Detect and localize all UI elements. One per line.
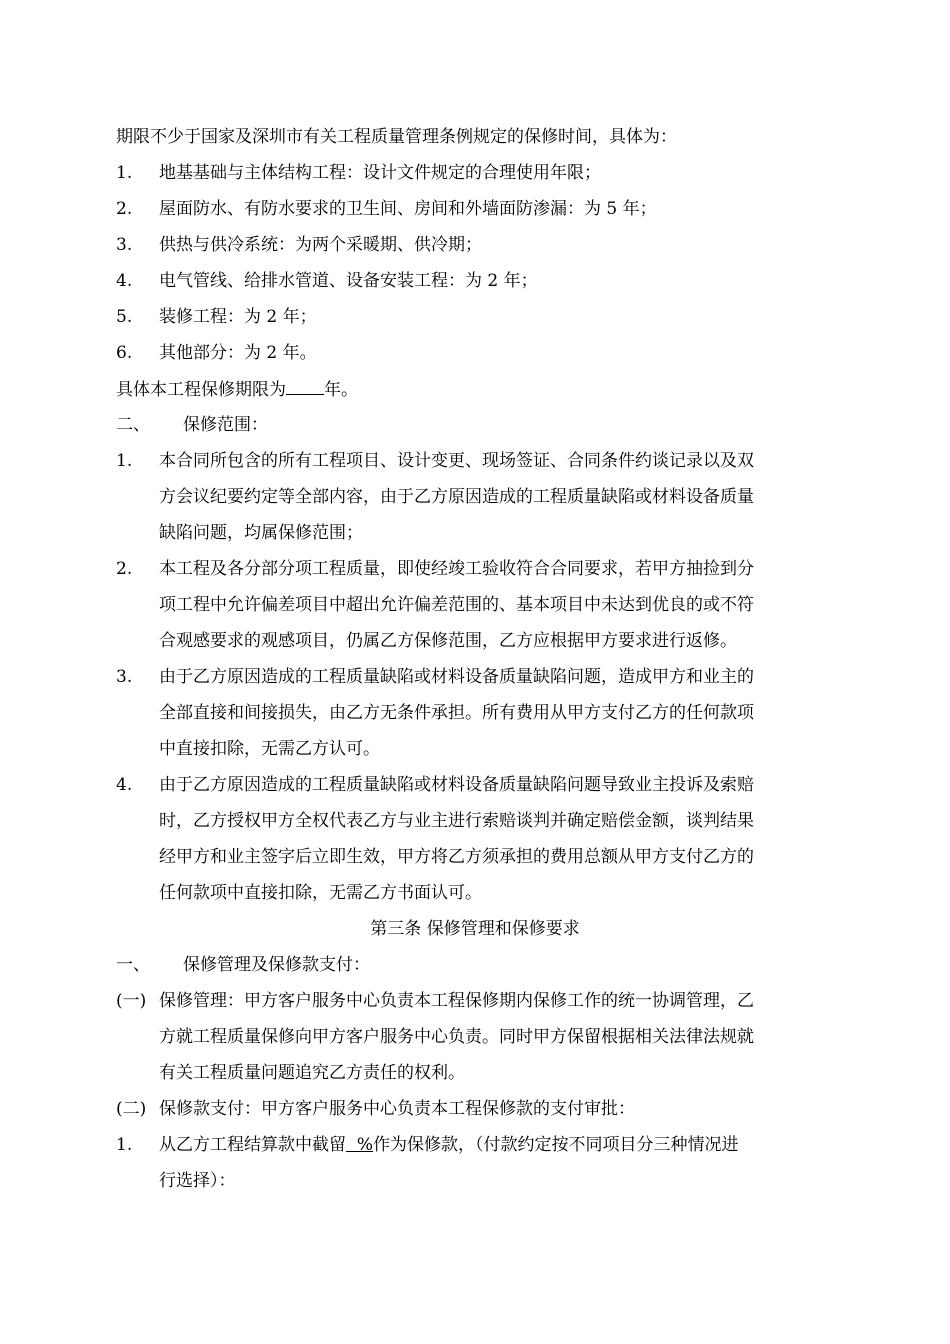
- list-item: 其他部分：为 2 年。: [159, 343, 317, 363]
- list-number: 2.: [116, 199, 133, 219]
- percent-sign: %: [356, 1135, 373, 1155]
- percent-blank[interactable]: [346, 1135, 373, 1155]
- section-number: 一、: [116, 955, 150, 975]
- subsection-number: (一): [116, 991, 147, 1011]
- subsection-line: 有关工程质量问题追究乙方责任的权利。: [159, 1063, 465, 1083]
- list-number: 1.: [116, 163, 133, 183]
- list-item-line: 项工程中允许偏差项目中超出允许偏差范围的、基本项目中未达到优良的或不符: [159, 595, 754, 615]
- list-item-line: 由于乙方原因造成的工程质量缺陷或材料设备质量缺陷问题，造成甲方和业主的: [159, 667, 754, 687]
- list-number: 1.: [116, 1135, 133, 1155]
- list-item-line: [159, 1134, 738, 1156]
- section-title: 保修管理及保修款支付：: [183, 955, 370, 975]
- period-total: [116, 378, 358, 401]
- list-item-line: 缺陷问题，均属保修范围；: [159, 523, 363, 543]
- list-item-line: 本合同所包含的所有工程项目、设计变更、现场签证、合同条件约谈记录以及双: [159, 451, 754, 471]
- list-item-line: 任何款项中直接扣除，无需乙方书面认可。: [159, 883, 482, 903]
- deduction-suffix: 作为保修款，（付款约定按不同项目分三种情况进: [372, 1135, 739, 1155]
- list-number: 1.: [116, 451, 133, 471]
- subsection-number: (二): [116, 1099, 147, 1119]
- period-total-prefix: 具体本工程保修期限为: [116, 380, 286, 400]
- list-item: 装修工程：为 2 年；: [159, 307, 317, 327]
- section-title: 保修范围：: [183, 415, 268, 435]
- list-item: 电气管线、给排水管道、设备安装工程：为 2 年；: [159, 271, 538, 291]
- section-number: 二、: [116, 415, 150, 435]
- subsection-line: 保修款支付：甲方客户服务中心负责本工程保修款的支付审批：: [159, 1099, 635, 1119]
- list-item: 屋面防水、有防水要求的卫生间、房间和外墙面防渗漏：为 5 年；: [159, 199, 657, 219]
- list-item: 地基基础与主体结构工程：设计文件规定的合理使用年限；: [159, 163, 601, 183]
- list-item-line: 全部直接和间接损失，由乙方无条件承担。所有费用从甲方支付乙方的任何款项: [159, 703, 754, 723]
- period-blank[interactable]: [286, 378, 324, 395]
- list-number: 2.: [116, 559, 133, 579]
- list-number: 6.: [116, 343, 133, 363]
- list-item-line: 由于乙方原因造成的工程质量缺陷或材料设备质量缺陷问题导致业主投诉及索赔: [159, 775, 754, 795]
- subsection-line: 方就工程质量保修向甲方客户服务中心负责。同时甲方保留根据相关法律法规就: [159, 1027, 754, 1047]
- intro-text: 期限不少于国家及深圳市有关工程质量管理条例规定的保修时间，具体为：: [116, 127, 677, 147]
- deduction-prefix: 从乙方工程结算款中截留: [159, 1135, 346, 1155]
- list-item: 供热与供冷系统：为两个采暖期、供冷期；: [159, 235, 482, 255]
- article-heading: 第三条 保修管理和保修要求: [370, 919, 580, 939]
- list-item-line: 合观感要求的观感项目，仍属乙方保修范围，乙方应根据甲方要求进行返修。: [159, 631, 737, 651]
- list-number: 3.: [116, 667, 133, 687]
- list-item-line: 经甲方和业主签字后立即生效，甲方将乙方须承担的费用总额从甲方支付乙方的: [159, 847, 754, 867]
- list-item-line: 时，乙方授权甲方全权代表乙方与业主进行索赔谈判并确定赔偿金额，谈判结果: [159, 811, 754, 831]
- list-item-line: 方会议纪要约定等全部内容，由于乙方原因造成的工程质量缺陷或材料设备质量: [159, 487, 754, 507]
- subsection-line: 保修管理：甲方客户服务中心负责本工程保修期内保修工作的统一协调管理，乙: [159, 991, 754, 1011]
- list-number: 5.: [116, 307, 133, 327]
- list-item-line: 中直接扣除，无需乙方认可。: [159, 739, 380, 759]
- list-number: 3.: [116, 235, 133, 255]
- period-total-suffix: 年。: [324, 380, 358, 400]
- list-item-line: 本工程及各分部分项工程质量，即使经竣工验收符合合同要求，若甲方抽捡到分: [159, 559, 754, 579]
- list-item-line: 行选择）：: [159, 1171, 236, 1191]
- list-number: 4.: [116, 775, 133, 795]
- list-number: 4.: [116, 271, 133, 291]
